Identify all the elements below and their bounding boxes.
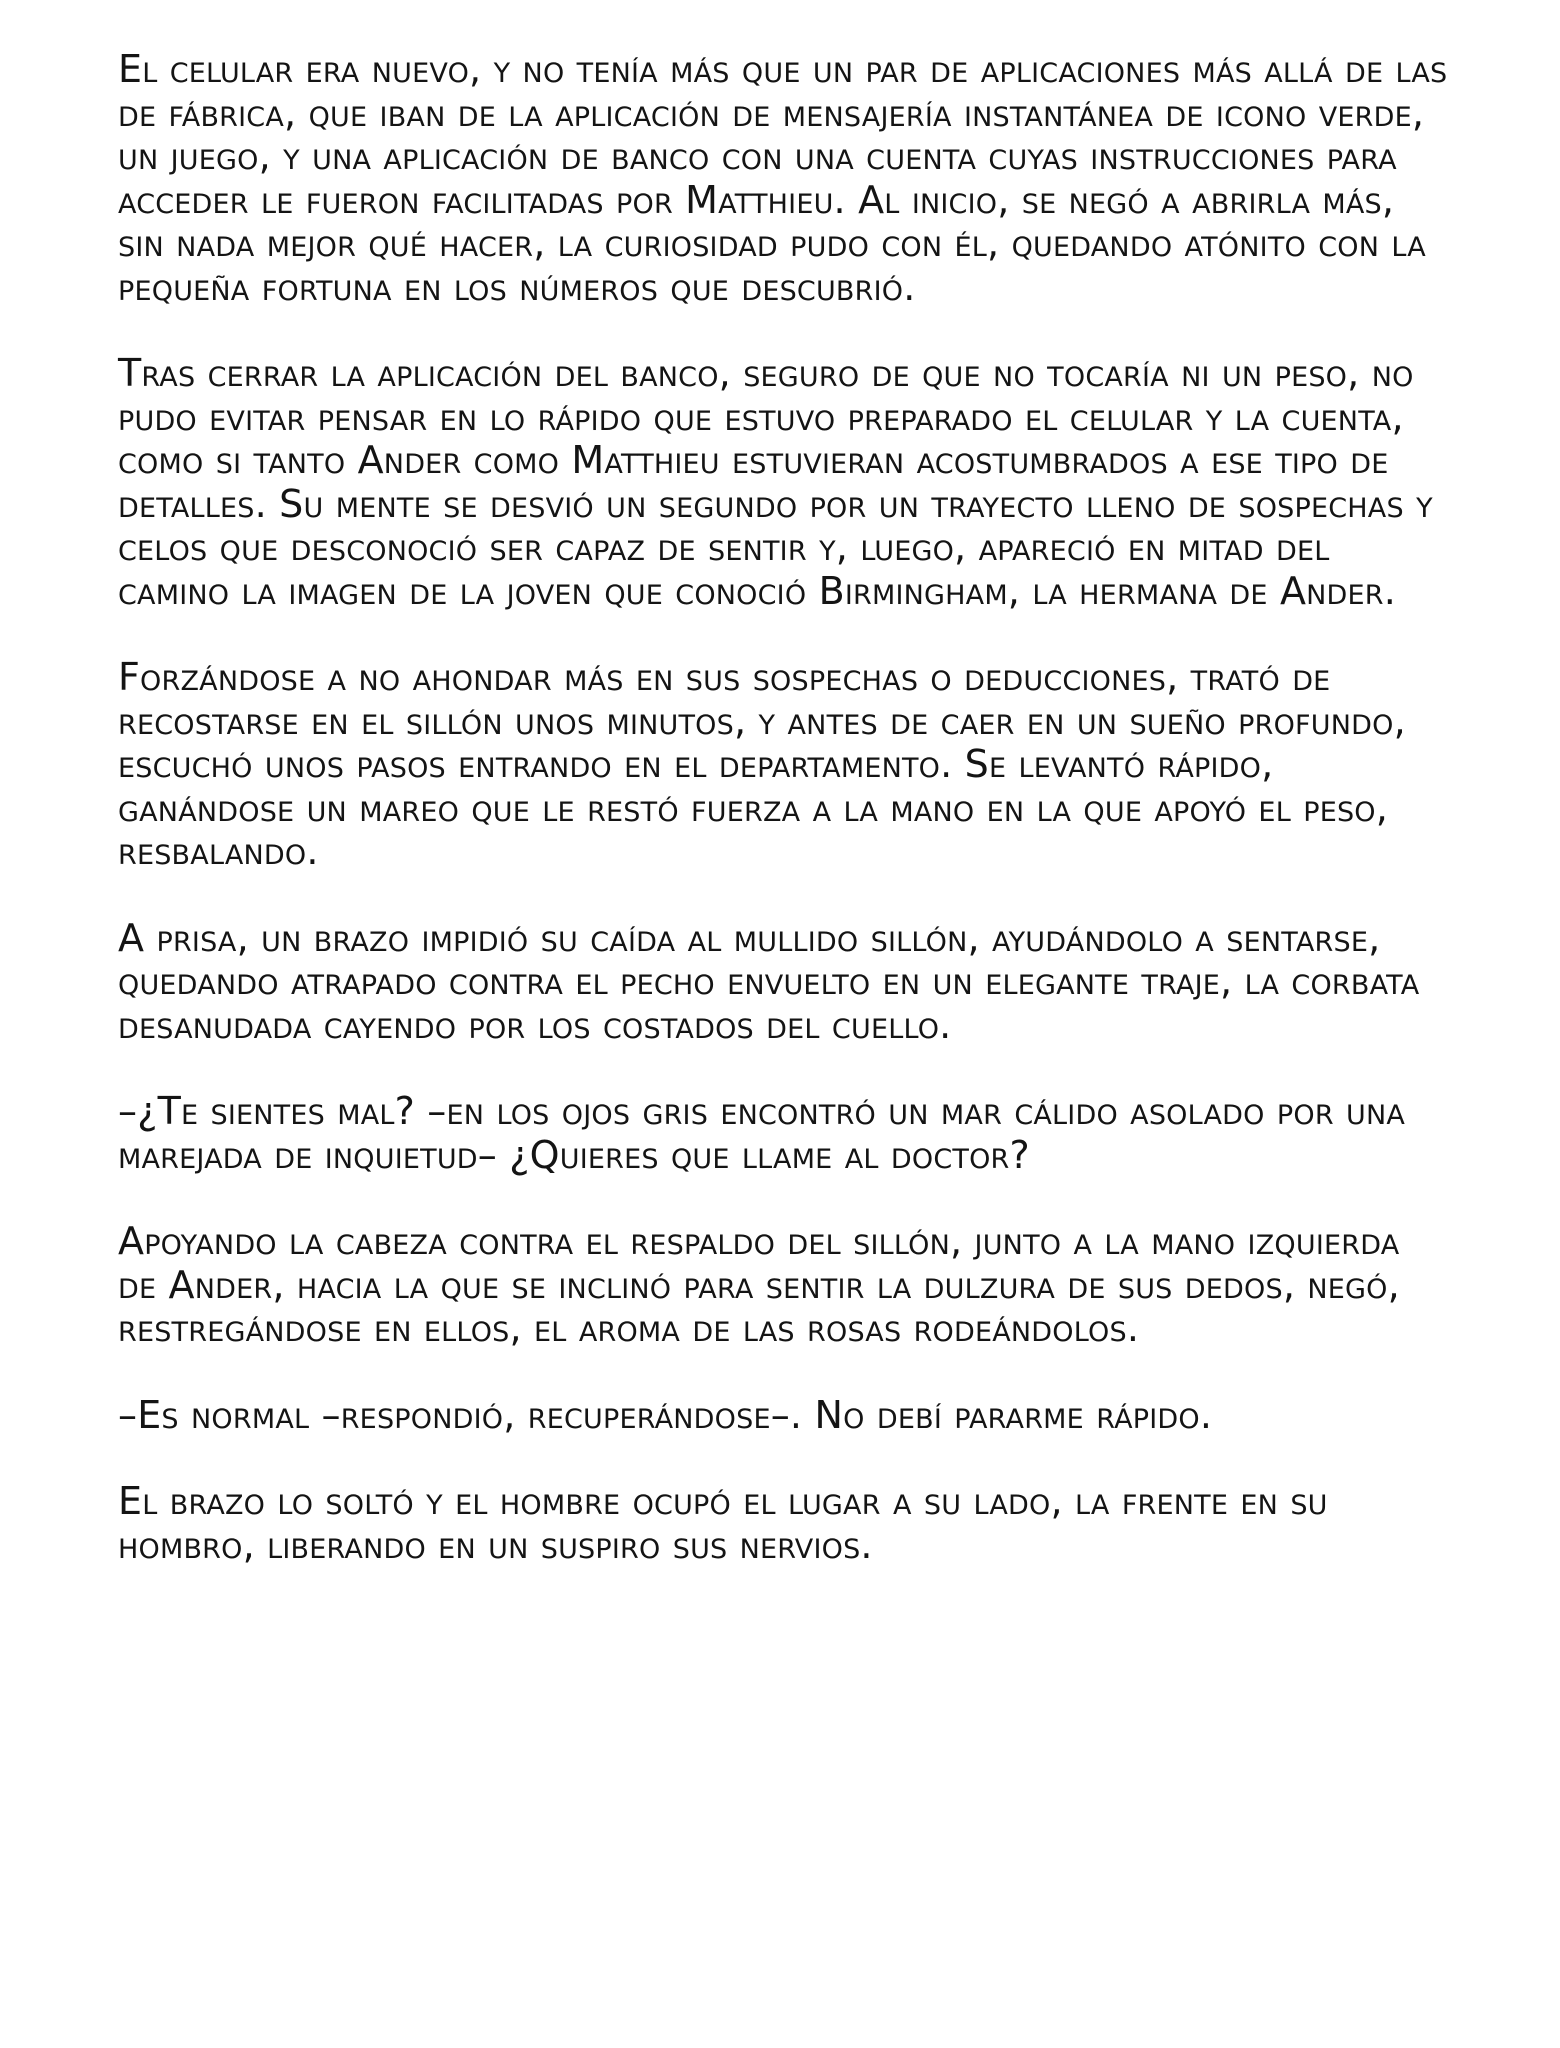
paragraph-8: El brazo lo soltó y el hombre ocupó el lugar a su lado, la frente en su hombro, liberando en un suspiro sus nervios. — [118, 1479, 1328, 1567]
body-text — [118, 48, 1448, 1610]
paragraph-1: El celular era nuevo, y no tenía más que un par de aplicaciones más allá de las de fábrica, que iban de la aplicación de mensajería instantánea de icono verde, un juego, y una aplicación de banco con una cuenta cuyas instrucciones para acceder le fueron facilitadas por Matthieu. Al inicio, se negó a abrirla más, sin nada mejor qué hacer, la curiosidad pudo con él, quedando atónito con la pequeña fortuna en los números que descubrió. — [118, 47, 1448, 309]
paragraph-3: Forzándose a no ahondar más en sus sospechas o deducciones, trató de recostarse en el sillón unos minutos, y antes de caer en un sueño profundo, escuchó unos pasos entrando en el departamento. Se levantó rápido, ganándose un mareo que le restó fuerza a la mano en la que apoyó el peso, resbalando. — [118, 655, 1406, 873]
paragraph-4: A prisa, un brazo impidió su caída al mullido sillón, ayudándolo a sentarse, quedando atrapado contra el pecho envuelto en un elegante traje, la corbata desanudada cayendo por los costados del cuello. — [118, 915, 1420, 1047]
paragraph-2: Tras cerrar la aplicación del banco, seguro de que no tocaría ni un peso, no pudo evitar pensar en lo rápido que estuvo preparado el celular y la cuenta, como si tanto Ander como Matthieu estuvieran acostumbrados a ese tipo de detalles. Su mente se desvió un segundo por un trayecto lleno de sospechas y celos que desconoció ser capaz de sentir y, luego, apareció en mitad del camino la imagen de la joven que conoció Birmingham, la hermana de Ander. — [118, 351, 1433, 613]
paragraph-6: Apoyando la cabeza contra el respaldo del sillón, junto a la mano izquierda de Ander, hacia la que se inclinó para sentir la dulzura de sus dedos, negó, restregándose en ellos, el aroma de las rosas rodeándolos. — [118, 1219, 1400, 1350]
paragraph-7: –Es normal –respondió, recuperándose–. No debí pararme rápido. — [118, 1392, 1213, 1437]
paragraph-5: –¿Te sientes mal? –en los ojos gris encontró un mar cálido asolado por una marejada de inquietud– ¿Quieres que llame al doctor? — [118, 1089, 1406, 1177]
